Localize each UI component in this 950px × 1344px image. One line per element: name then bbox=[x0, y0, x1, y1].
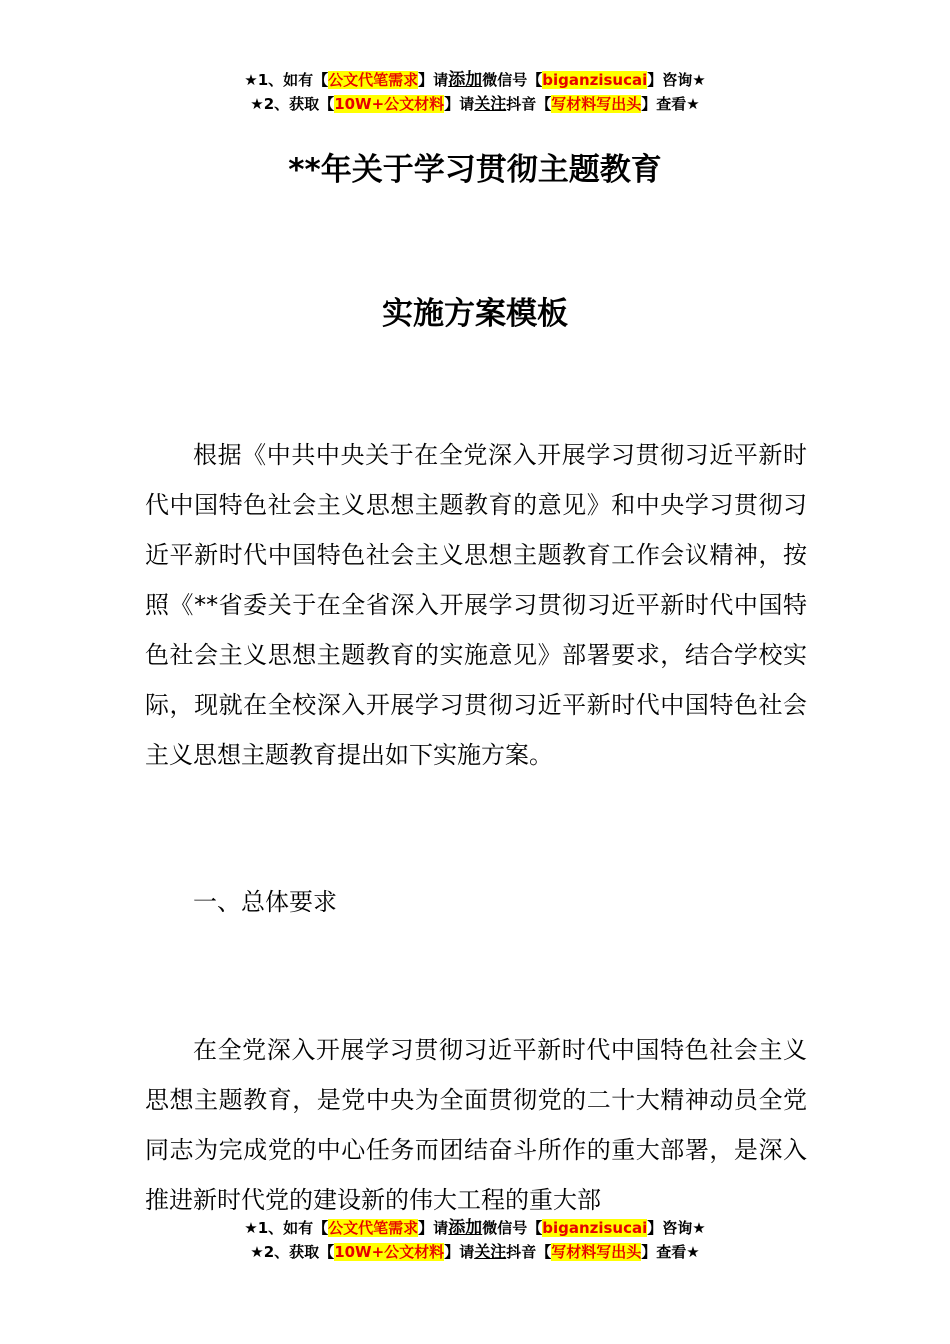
section-heading-1: 一、总体要求 bbox=[193, 888, 337, 916]
banner-highlight: 10W+公文材料 bbox=[334, 1243, 445, 1261]
banner-line-2 bbox=[0, 92, 950, 116]
banner-text: 微信号【 bbox=[482, 71, 543, 89]
banner-highlight: biganzisucai bbox=[542, 71, 648, 89]
banner-text: 抖音【 bbox=[506, 1243, 552, 1261]
banner-highlight: biganzisucai bbox=[542, 1219, 648, 1237]
header-banner bbox=[0, 68, 950, 116]
paragraph-1: 根据《中共中央关于在全党深入开展学习贯彻习近平新时代中国特色社会主义思想主题教育的意见》和中央学习贯彻习近平新时代中国特色社会主义思想主题教育工作会议精神，按照《**省委关于在全省深入开展学习贯彻习近平新时代中国特色社会主义思想主题教育的实施意见》部署要求，结合学校实际，现就在全校深入开展学习贯彻习近平新时代中国特色社会主义思想主题教育提出如下实施方案。 bbox=[145, 441, 807, 769]
banner-text: ★1、如有【 bbox=[244, 71, 329, 89]
banner-text: ★1、如有【 bbox=[244, 1219, 329, 1237]
banner-line-1 bbox=[0, 1216, 950, 1240]
banner-highlight: 写材料写出头 bbox=[551, 1243, 642, 1261]
banner-text: 】查看★ bbox=[641, 95, 700, 113]
banner-text: 】请 bbox=[418, 71, 449, 89]
paragraph-2: 在全党深入开展学习贯彻习近平新时代中国特色社会主义思想主题教育，是党中央为全面贯彻党的二十大精神动员全党同志为完成党的中心任务而团结奋斗所作的重大部署，是深入推进新时代党的建设新的伟大工程的重大部 bbox=[145, 1036, 807, 1214]
banner-line-1 bbox=[0, 68, 950, 92]
document-title-line-2: 实施方案模板 bbox=[382, 296, 568, 332]
banner-text: 】查看★ bbox=[641, 1243, 700, 1261]
banner-text: 微信号【 bbox=[482, 1219, 543, 1237]
banner-text: 】咨询★ bbox=[647, 1219, 706, 1237]
banner-underlined-text: 关注 bbox=[474, 94, 507, 113]
banner-text: 】请 bbox=[418, 1219, 449, 1237]
banner-underlined-text: 添加 bbox=[448, 70, 483, 90]
banner-highlight: 写材料写出头 bbox=[551, 95, 642, 113]
banner-underlined-text: 关注 bbox=[474, 1242, 507, 1261]
banner-highlight: 公文代笔需求 bbox=[328, 1219, 419, 1237]
banner-underlined-text: 添加 bbox=[448, 1218, 483, 1238]
banner-text: 】咨询★ bbox=[647, 71, 706, 89]
banner-highlight: 10W+公文材料 bbox=[334, 95, 445, 113]
banner-text: 】请 bbox=[444, 1243, 475, 1261]
banner-text: 抖音【 bbox=[506, 95, 552, 113]
document-title-line-1: **年关于学习贯彻主题教育 bbox=[288, 152, 662, 188]
banner-text: 】请 bbox=[444, 95, 475, 113]
banner-line-2 bbox=[0, 1240, 950, 1264]
banner-text: ★2、获取【 bbox=[250, 1243, 335, 1261]
footer-banner bbox=[0, 1216, 950, 1264]
banner-highlight: 公文代笔需求 bbox=[328, 71, 419, 89]
banner-text: ★2、获取【 bbox=[250, 95, 335, 113]
